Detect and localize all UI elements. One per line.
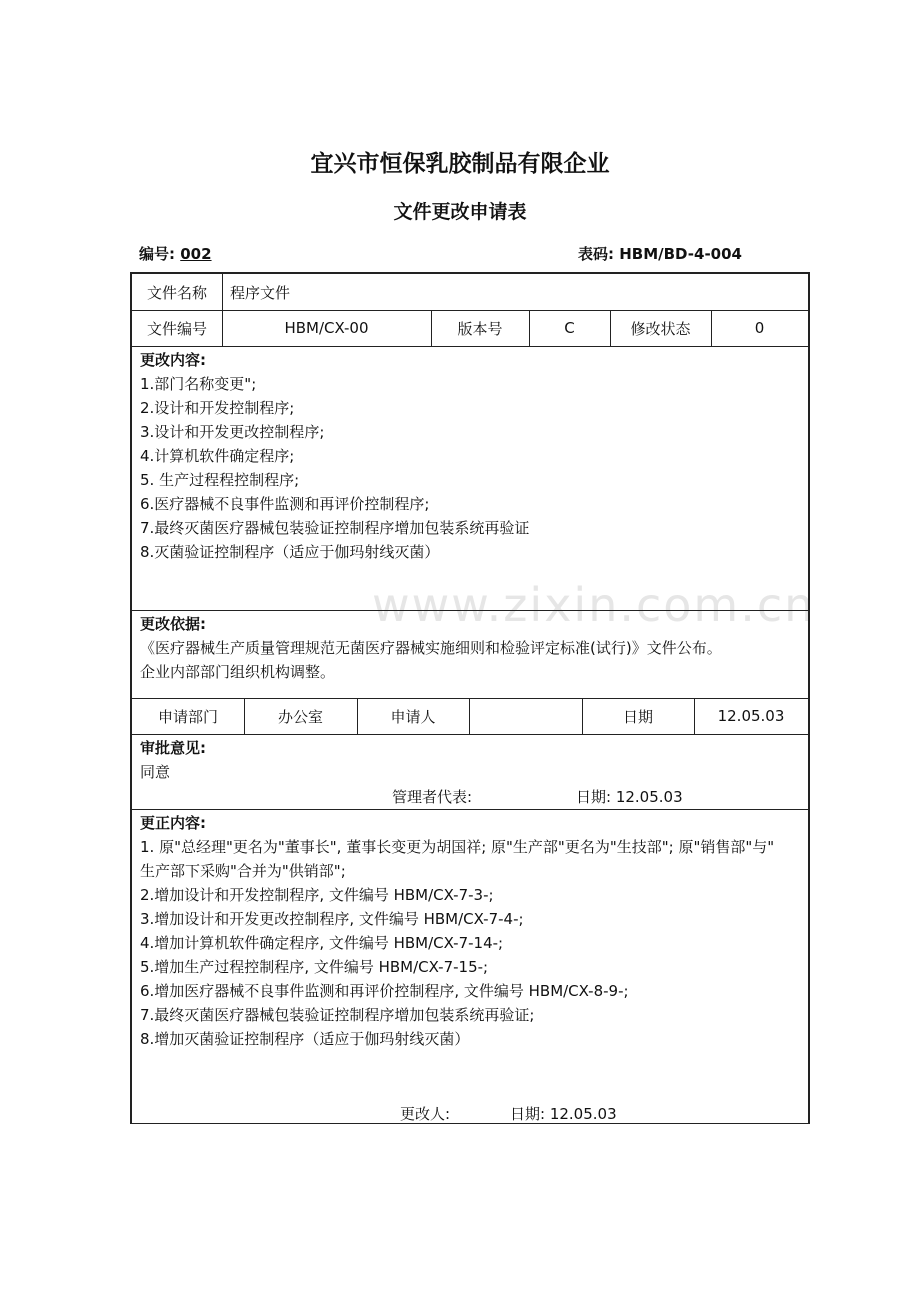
basis-line: 《医疗器械生产质量管理规范无菌医疗器械实施细则和检验评定标准(试行)》文件公布。 (140, 639, 722, 657)
version-label: 版本号 (457, 319, 503, 338)
number-label: 编号: (139, 245, 175, 263)
correction-line: 3.增加设计和开发更改控制程序, 文件编号 HBM/CX-7-4-; (140, 910, 524, 928)
change-item: 6.医疗器械不良事件监测和再评价控制程序; (140, 495, 430, 513)
correction-line: 5.增加生产过程控制程序, 文件编号 HBM/CX-7-15-; (140, 958, 489, 976)
form-code-label: 表码: (578, 245, 614, 263)
change-item: 1.部门名称变更"; (140, 375, 257, 393)
document-number (139, 243, 212, 264)
correction-line: 2.增加设计和开发控制程序, 文件编号 HBM/CX-7-3-; (140, 886, 494, 904)
applicant-label: 申请人 (390, 707, 436, 726)
change-content-section (140, 348, 529, 564)
file-code-label: 文件编号 (146, 319, 207, 338)
correction-line: 生产部下采购"合并为"供销部"; (140, 862, 346, 880)
revision-value: 0 (754, 319, 765, 337)
change-item: 4.计算机软件确定程序; (140, 447, 295, 465)
approval-date: 日期: 12.05.03 (576, 788, 683, 806)
change-item: 2.设计和开发控制程序; (140, 399, 295, 417)
correction-date: 日期: 12.05.03 (510, 1105, 617, 1123)
correction-line: 1. 原"总经理"更名为"董事长", 董事长变更为胡国祥; 原"生产部"更名为"生技部"; 原"销售部"与" (140, 838, 775, 856)
approval-section (140, 736, 206, 784)
apply-date-label: 日期 (622, 707, 653, 726)
correction-line: 7.最终灭菌医疗器械包装验证控制程序增加包装系统再验证; (140, 1006, 535, 1024)
correction-line: 4.增加计算机软件确定程序, 文件编号 HBM/CX-7-14-; (140, 934, 504, 952)
change-basis-section (140, 612, 722, 684)
file-name-label: 文件名称 (146, 283, 207, 302)
correction-line: 8.增加灭菌验证控制程序（适应于伽玛射线灭菌） (140, 1030, 470, 1048)
change-item: 3.设计和开发更改控制程序; (140, 423, 325, 441)
number-value: 002 (180, 245, 212, 263)
form-code (578, 243, 742, 264)
correction-heading: 更正内容: (140, 814, 206, 832)
change-item: 5. 生产过程程控制程序; (140, 471, 300, 489)
form-table (130, 272, 810, 1124)
change-basis-heading: 更改依据: (140, 615, 206, 633)
applicant-value (469, 698, 582, 734)
apply-date-value: 12.05.03 (717, 707, 785, 725)
management-rep-label: 管理者代表: (392, 788, 473, 806)
apply-dept-value: 办公室 (277, 707, 323, 726)
company-title: 宜兴市恒保乳胶制品有限企业 (310, 151, 610, 177)
change-item: 8.灭菌验证控制程序（适应于伽玛射线灭菌） (140, 543, 440, 561)
basis-line: 企业内部部门组织机构调整。 (140, 663, 336, 681)
approval-opinion: 同意 (140, 763, 171, 781)
changer-label: 更改人: (400, 1105, 451, 1123)
file-code-value: HBM/CX-00 (284, 319, 369, 337)
file-name-value: 程序文件 (230, 283, 291, 302)
correction-line: 6.增加医疗器械不良事件监测和再评价控制程序, 文件编号 HBM/CX-8-9-; (140, 982, 629, 1000)
approval-heading: 审批意见: (140, 739, 206, 757)
change-content-heading: 更改内容: (140, 351, 206, 369)
correction-section (140, 811, 806, 1051)
watermark: www.zixin.com.cn (372, 578, 816, 632)
version-value: C (564, 319, 575, 337)
form-code-value: HBM/BD-4-004 (619, 245, 742, 263)
apply-dept-label: 申请部门 (157, 707, 218, 726)
revision-label: 修改状态 (630, 319, 691, 338)
form-title: 文件更改申请表 (393, 201, 527, 223)
change-item: 7.最终灭菌医疗器械包装验证控制程序增加包装系统再验证 (140, 519, 530, 537)
